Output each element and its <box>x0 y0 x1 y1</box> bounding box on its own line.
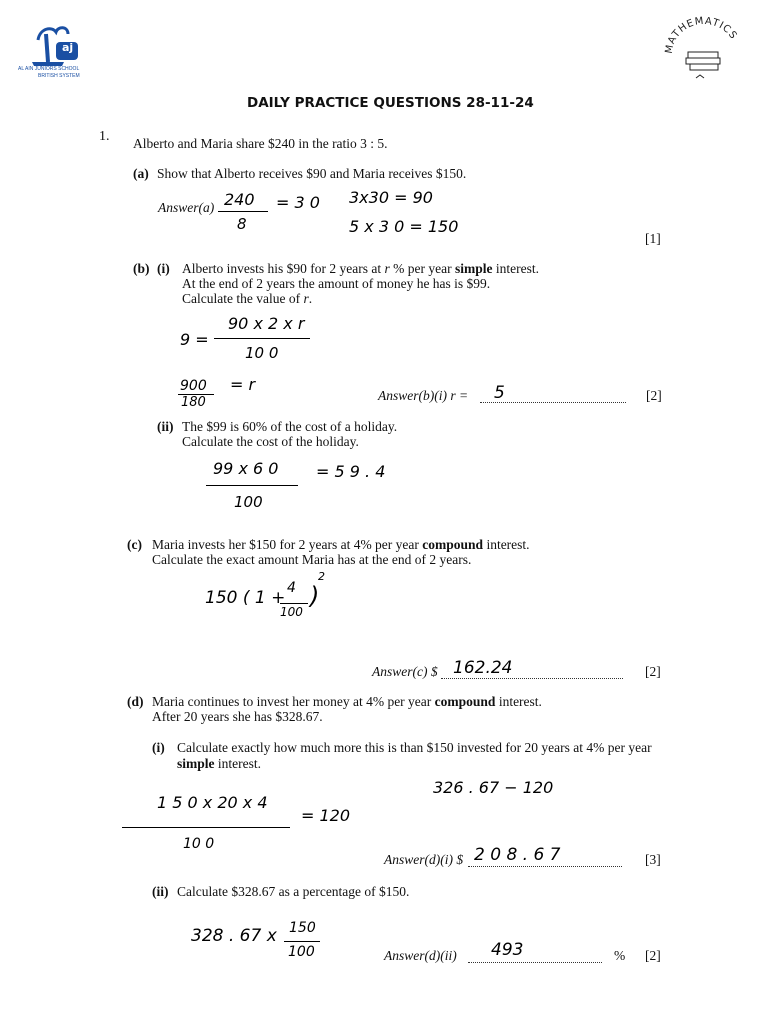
part-d-ii-work-numerator: 150 <box>289 920 316 936</box>
part-c-line1-bold: compound <box>422 537 484 552</box>
part-d-i-answer-value: 2 0 8 . 6 7 <box>474 845 561 865</box>
part-a-marks: [1] <box>645 231 661 246</box>
part-b-i-work-fraction-line <box>214 338 310 339</box>
part-b-i-line1-mid: % per year <box>389 261 455 276</box>
part-d-ii-work-denominator: 100 <box>288 944 315 960</box>
part-b-i-line3 <box>182 291 312 307</box>
part-c-work-denominator: 100 <box>280 605 303 619</box>
part-d-i-line1: Calculate exactly how much more this is than $150 invested for 20 years at 4% per year <box>177 740 652 755</box>
part-b-i-line1-bold: simple <box>454 261 493 276</box>
part-a-work-line2: 5 x 3 0 = 150 <box>349 217 459 236</box>
part-b-i-work2-denominator: 180 <box>181 395 206 410</box>
part-b-i-answer-label: Answer(b)(i) r = <box>378 388 469 403</box>
part-b-i-work-lhs: 9 = <box>180 330 209 349</box>
part-a-label: (a) <box>133 166 149 181</box>
part-d-i-answer-label: Answer(d)(i) $ <box>384 852 464 867</box>
part-c-work-exponent: 2 <box>318 570 325 583</box>
part-c-label: (c) <box>127 537 142 552</box>
school-system: BRITISH SYSTEM <box>38 73 80 79</box>
part-b-ii-work-denominator: 100 <box>234 493 263 511</box>
stamp-text: MATHEMATICS <box>663 15 740 55</box>
part-d-ii-answer-label: Answer(d)(ii) <box>384 948 457 963</box>
part-c-line1 <box>152 537 530 553</box>
part-d-i-answer-dots <box>468 866 622 867</box>
part-d-line2: After 20 years she has $328.67. <box>152 709 323 724</box>
part-c-answer-label: Answer(c) $ <box>372 664 438 679</box>
question-number: 1. <box>99 129 110 144</box>
part-b-i-line3-pre: Calculate the value of <box>182 291 304 306</box>
part-c-work-post: ) <box>310 582 320 610</box>
part-d-i-label: (i) <box>152 740 165 755</box>
part-d-i-work-right: 326 . 67 − 120 <box>433 778 554 797</box>
page-title: DAILY PRACTICE QUESTIONS 28-11-24 <box>247 95 534 111</box>
part-c-answer-value: 162.24 <box>453 658 513 678</box>
part-a-answer-label: Answer(a) <box>158 200 215 215</box>
part-d-i-work-result: = 120 <box>301 806 351 825</box>
part-b-ii-work-result: = 5 9 . 4 <box>316 462 386 481</box>
part-b-i-label: (i) <box>157 261 170 276</box>
part-b-i-work-numerator: 90 x 2 x r <box>228 314 305 333</box>
part-b-i-line3-r: r <box>303 291 309 306</box>
part-b-i-work2-result: = r <box>230 375 256 394</box>
part-d-ii-label: (ii) <box>152 884 169 899</box>
part-d-ii-marks: [2] <box>645 948 661 963</box>
part-d-ii-work-fraction-line <box>284 941 320 942</box>
part-d-line1-pre: Maria continues to invest her money at 4% per year <box>152 694 435 709</box>
part-b-ii-line1: The $99 is 60% of the cost of a holiday. <box>182 419 398 434</box>
part-a-work-fraction-line <box>218 211 268 212</box>
part-d-i-line2-post: interest. <box>214 756 262 771</box>
question-stem: Alberto and Maria share $240 in the ratio 3 : 5. <box>133 136 388 151</box>
part-d-i-work-numerator: 1 5 0 x 20 x 4 <box>157 793 268 812</box>
part-c-answer-dots <box>441 678 623 679</box>
part-b-i-line1-r: r <box>384 261 390 276</box>
school-logo <box>18 22 98 84</box>
school-name: AL AIN JUNIORS SCHOOL <box>18 66 80 72</box>
part-c-work-fraction-line <box>280 603 308 604</box>
part-b-i-line1 <box>182 261 539 277</box>
part-b-label: (b) <box>133 261 150 276</box>
part-d-ii-text: Calculate $328.67 as a percentage of $150. <box>177 884 410 899</box>
part-c-line1-post: interest. <box>483 537 530 552</box>
part-d-ii-answer-value: 493 <box>491 940 524 960</box>
part-d-i-marks: [3] <box>645 852 661 867</box>
mathematics-stamp-graphic <box>662 14 744 86</box>
part-c-line1-pre: Maria invests her $150 for 2 years at 4% per year <box>152 537 423 552</box>
part-d-ii-unit: % <box>614 948 626 963</box>
part-d-line1-post: interest. <box>495 694 542 709</box>
part-b-i-line3-post: . <box>308 291 313 306</box>
part-b-i-work-denominator: 10 0 <box>245 344 279 362</box>
part-d-ii-work-pre: 328 . 67 x <box>191 926 277 946</box>
part-d-i-work-denominator: 10 0 <box>183 836 215 852</box>
part-a-work-numerator: 240 <box>224 190 255 209</box>
part-b-ii-line2: Calculate the cost of the holiday. <box>182 434 359 449</box>
part-b-i-marks: [2] <box>646 388 662 403</box>
part-c-work-pre: 150 ( 1 + <box>205 588 286 608</box>
part-b-i-line2: At the end of 2 years the amount of money he has is $99. <box>182 276 491 291</box>
part-d-i-work-fraction-line <box>122 827 290 828</box>
part-b-i-line1-pre: Alberto invests his $90 for 2 years at <box>182 261 385 276</box>
part-b-i-line1-post: interest. <box>492 261 539 276</box>
part-c-work-numerator: 4 <box>287 580 296 596</box>
part-b-ii-label: (ii) <box>157 419 174 434</box>
part-d-ii-answer-dots <box>468 962 602 963</box>
part-d-i-line2-bold: simple <box>177 756 215 771</box>
part-d-i-line2 <box>177 756 261 772</box>
part-b-ii-work-numerator: 99 x 6 0 <box>213 459 279 478</box>
part-b-ii-work-fraction-line <box>206 485 298 486</box>
part-a-text: Show that Alberto receives $90 and Maria receives $150. <box>157 166 467 181</box>
part-b-i-work2-numerator: 900 <box>180 378 207 394</box>
mathematics-stamp <box>662 14 744 86</box>
part-a-work-result: = 3 0 <box>276 193 320 212</box>
svg-text:MATHEMATICS <box>664 16 739 55</box>
part-a-work-line1: 3x30 = 90 <box>349 188 433 207</box>
part-d-line1-bold: compound <box>434 694 496 709</box>
part-d-line1 <box>152 694 542 710</box>
part-d-label: (d) <box>127 694 144 709</box>
logo-text: aj <box>62 41 74 54</box>
part-b-i-answer-value: 5 <box>494 383 505 403</box>
part-c-marks: [2] <box>645 664 661 679</box>
part-a-work-denominator: 8 <box>237 215 247 233</box>
part-c-line2: Calculate the exact amount Maria has at the end of 2 years. <box>152 552 472 567</box>
